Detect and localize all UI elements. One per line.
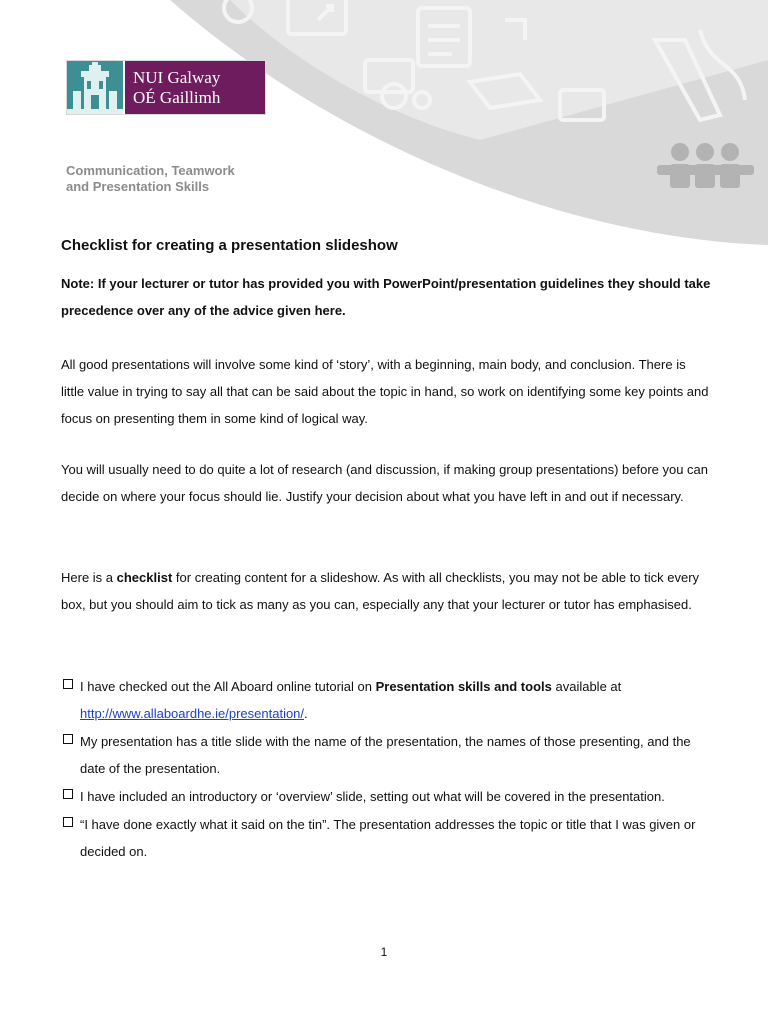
page-number: 1 [380, 945, 388, 959]
link-suffix: . [304, 706, 308, 721]
logo-line-1: NUI Galway [133, 67, 221, 87]
intro-text-after: for creating content for a slideshow. As with all checklists, you may not be able to tick every box, but you should aim to tick as many as you can, especially any that your lecturer or tutor has emphasised. [61, 570, 700, 612]
checkbox-icon[interactable] [63, 789, 73, 799]
subtitle-line-1: Communication, Teamwork [66, 163, 235, 178]
intro-text-before: Here is a [61, 570, 117, 585]
checklist-intro-paragraph [61, 564, 711, 618]
all-aboard-link[interactable]: http://www.allaboardhe.ie/presentation/ [80, 706, 305, 721]
checklist-item-text: I have included an introductory or ‘overview’ slide, setting out what will be covered in the presentation. [80, 789, 665, 804]
checklist-item [61, 728, 711, 782]
checklist-item-text-after: available at [551, 679, 622, 694]
research-paragraph: You will usually need to do quite a lot of research (and discussion, if making group presentations) before you can decide on where your focus should lie. Justify your decision about what you have left in and out if necessary. [61, 462, 709, 504]
presentation-checklist [61, 673, 711, 866]
series-subtitle [66, 163, 286, 195]
intro-text-bold: checklist [116, 570, 173, 585]
header-decoration [0, 0, 768, 260]
logo-line-2: OÉ Gaillimh [133, 87, 221, 107]
checklist-item [61, 783, 711, 810]
subtitle-line-2: and Presentation Skills [66, 179, 210, 194]
university-logo [66, 60, 266, 115]
checklist-item-text: “I have done exactly what it said on the tin”. The presentation addresses the topic or title that I was given or decided on. [80, 817, 696, 859]
checkbox-icon[interactable] [63, 734, 73, 744]
checklist-item-text: My presentation has a title slide with the name of the presentation, the names of those presenting, and the date of the presentation. [80, 734, 691, 776]
castle-crest-icon [67, 61, 125, 114]
checkbox-icon[interactable] [63, 817, 73, 827]
checkbox-icon[interactable] [63, 679, 73, 689]
checklist-item [61, 811, 711, 865]
checklist-item-text-before: I have checked out the All Aboard online tutorial on [80, 679, 376, 694]
checklist-item-bold: Presentation skills and tools [375, 679, 552, 694]
document-title: Checklist for creating a presentation slideshow [61, 237, 398, 254]
logo-wordmark [125, 61, 265, 114]
checklist-item [61, 673, 711, 727]
note-paragraph: Note: If your lecturer or tutor has provided you with PowerPoint/presentation guidelines they should take precedence over any of the advice given here. [61, 276, 711, 318]
story-paragraph: All good presentations will involve some kind of ‘story’, with a beginning, main body, and conclusion. There is little value in trying to say all that can be said about the topic in hand, so work on identifying some key points and focus on presenting them in some kind of logical way. [61, 357, 709, 426]
